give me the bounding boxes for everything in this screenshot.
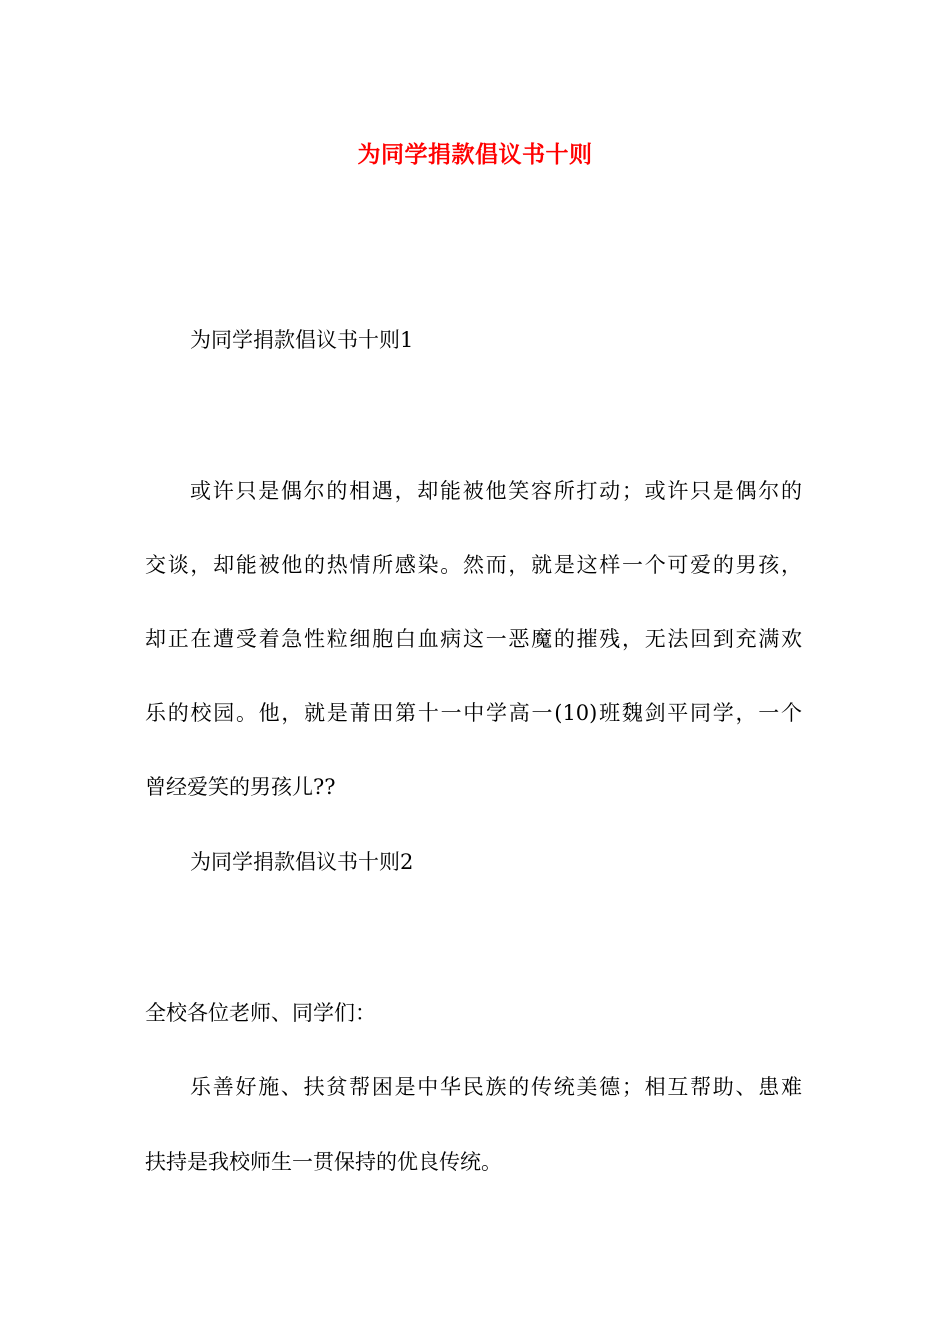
paragraph-1-line-3: 却正在遭受着急性粒细胞白血病这一恶魔的摧残，无法回到充满欢	[145, 627, 802, 651]
section-heading-1: 为同学捐款倡议书十则1	[190, 328, 414, 352]
paragraph-1-line-4: 乐的校园。他，就是莆田第十一中学高一(10)班魏剑平同学，一个	[145, 701, 802, 725]
paragraph-1-line-5: 曾经爱笑的男孩儿??	[145, 775, 336, 799]
document-title: 为同学捐款倡议书十则	[357, 142, 593, 168]
section-heading-2: 为同学捐款倡议书十则2	[190, 850, 414, 874]
paragraph-2-line-1: 乐善好施、扶贫帮困是中华民族的传统美德；相互帮助、患难	[190, 1075, 802, 1099]
salutation: 全校各位老师、同学们：	[145, 1001, 376, 1025]
paragraph-1-line-2: 交谈，却能被他的热情所感染。然而，就是这样一个可爱的男孩，	[145, 553, 802, 577]
paragraph-2-line-2: 扶持是我校师生一贯保持的优良传统。	[145, 1150, 502, 1174]
paragraph-1-line-1: 或许只是偶尔的相遇，却能被他笑容所打动；或许只是偶尔的	[190, 479, 802, 503]
